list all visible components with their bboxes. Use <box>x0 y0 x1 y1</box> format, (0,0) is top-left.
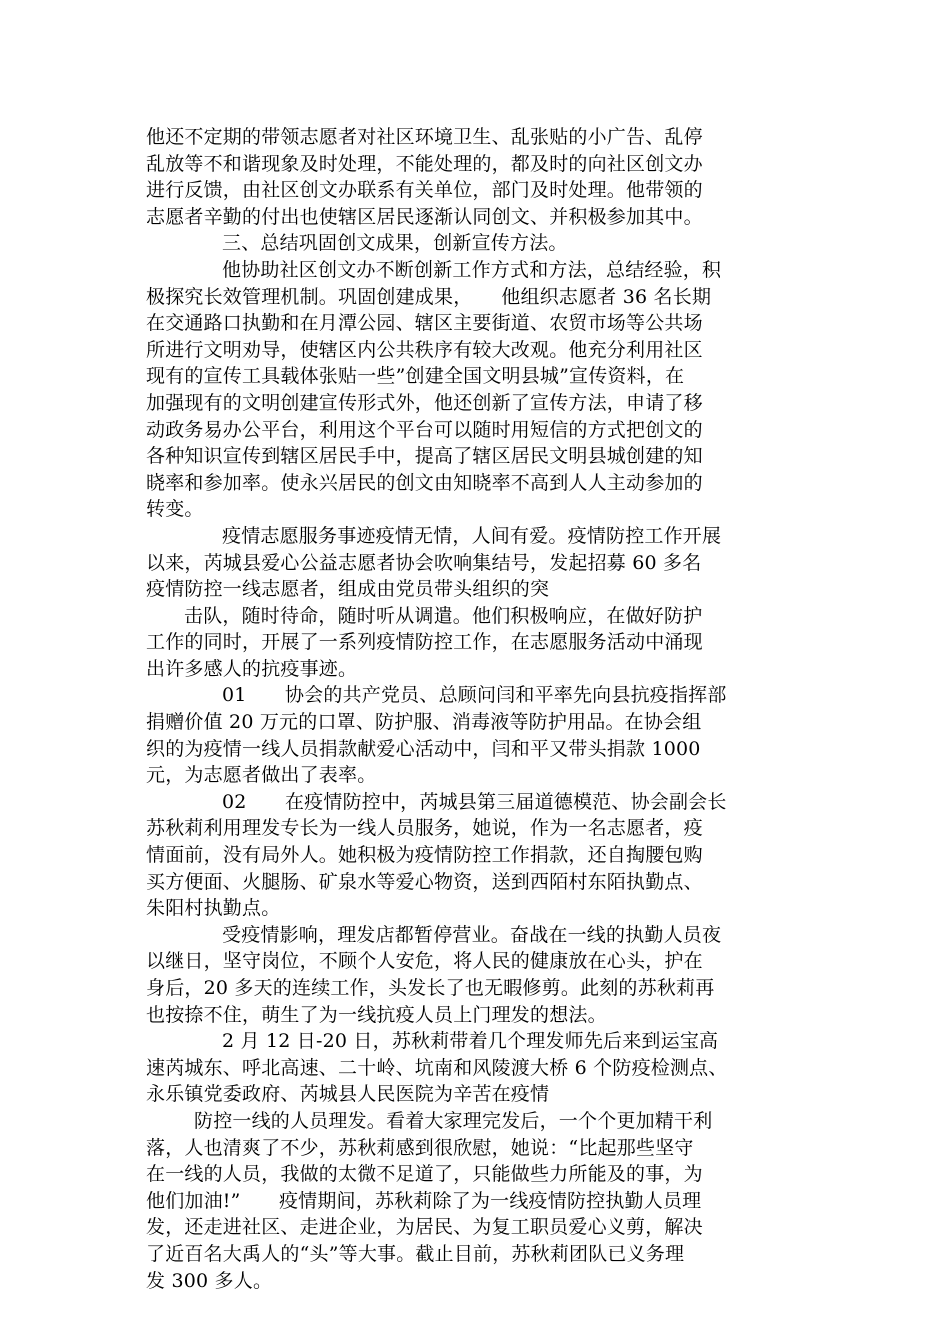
text-line: 乱放等不和谐现象及时处理，不能处理的，都及时的向社区创文办 <box>146 152 703 175</box>
text-line: 转变。 <box>146 498 204 521</box>
text-line: 出许多感人的抗疫事迹。 <box>146 657 358 680</box>
text-line: 2 月 12 日-20 日，苏秋莉带着几个理发师先后来到运宝高 <box>222 1030 719 1053</box>
text-line: 01 协会的共产党员、总顾问闫和平率先向县抗疫指挥部 <box>222 684 727 707</box>
text-line: 防控一线的人员理发。看着大家理完发后，一个个更加精干利 <box>194 1109 713 1132</box>
text-line: 各种知识宣传到辖区居民手中，提高了辖区居民文明县城创建的知 <box>146 445 703 468</box>
section-heading: 三、总结巩固创文成果，创新宣传方法。 <box>222 232 568 255</box>
text-line: 他还不定期的带领志愿者对社区环境卫生、乱张贴的小广告、乱停 <box>146 126 703 148</box>
text-line: 织的为疫情一线人员捐款献爱心活动中，闫和平又带头捐款 1000 <box>146 737 701 760</box>
text-line: 志愿者辛勤的付出也使辖区居民逐渐认同创文、并积极参加其中。 <box>146 205 703 228</box>
text-line: 他们加油!” 疫情期间，苏秋莉除了为一线疫情防控执勤人员理 <box>146 1189 702 1212</box>
text-line: 永乐镇党委政府、芮城县人民医院为辛苦在疫情 <box>146 1083 550 1106</box>
text-line: 买方便面、火腿肠、矿泉水等爱心物资，送到西陌村东陌执勤点、 <box>146 870 703 893</box>
text-line: 发，还走进社区、走进企业，为居民、为复工职员爱心义剪，解决 <box>146 1216 703 1239</box>
text-line: 击队，随时待命，随时听从调遣。他们积极响应，在做好防护 <box>184 604 703 627</box>
text-line: 速芮城东、呼北高速、二十岭、坑南和风陵渡大桥 6 个防疫检测点、 <box>146 1056 728 1079</box>
text-line: 加强现有的文明创建宣传形式外，他还创新了宣传方法，申请了移 <box>146 391 703 414</box>
text-line: 在一线的人员，我做的太微不足道了，只能做些力所能及的事，为 <box>146 1163 703 1186</box>
text-line: 落，人也清爽了不少，苏秋莉感到很欣慰，她说：“比起那些坚守 <box>146 1136 694 1159</box>
text-line: 受疫情影响，理发店都暂停营业。奋战在一线的执勤人员夜 <box>222 923 722 946</box>
text-line: 捐赠价值 20 万元的口罩、防护服、消毒液等防护用品。在协会组 <box>146 711 702 734</box>
text-line: 在交通路口执勤和在月潭公园、辖区主要街道、农贸市场等公共场 <box>146 312 703 335</box>
text-line: 工作的同时，开展了一系列疫情防控工作，在志愿服务活动中涌现 <box>146 631 703 654</box>
text-line: 也按捺不住，萌生了为一线抗疫人员上门理发的想法。 <box>146 1003 607 1026</box>
text-line: 元，为志愿者做出了表率。 <box>146 764 377 787</box>
text-line: 情面前，没有局外人。她积极为疫情防控工作捐款，还自掏腰包购 <box>146 844 703 867</box>
text-line: 进行反馈，由社区创文办联系有关单位，部门及时处理。他带领的 <box>146 179 703 202</box>
text-line: 他协助社区创文办不断创新工作方式和方法，总结经验，积 <box>222 258 722 281</box>
text-line: 发 300 多人。 <box>146 1269 273 1292</box>
text-line: 晓率和参加率。使永兴居民的创文由知晓率不高到人人主动参加的 <box>146 471 703 494</box>
text-line: 疫情志愿服务事迹疫情无情，人间有爱。疫情防控工作开展 <box>222 524 722 547</box>
text-line: 所进行文明劝导，使辖区内公共秩序有较大改观。他充分利用社区 <box>146 338 703 361</box>
text-line: 苏秋莉利用理发专长为一线人员服务，她说，作为一名志愿者，疫 <box>146 817 703 840</box>
text-line: 极探究长效管理机制。巩固创建成果， 他组织志愿者 36 名长期 <box>146 285 712 308</box>
text-line: 以继日，坚守岗位，不顾个人安危，将人民的健康放在心头，护在 <box>146 950 703 973</box>
text-line: 现有的宣传工具载体张贴一些”创建全国文明县城”宣传资料，在 <box>146 365 685 388</box>
text-line: 动政务易办公平台，利用这个平台可以随时用短信的方式把创文的 <box>146 418 703 441</box>
text-line: 身后，20 多天的连续工作，头发长了也无暇修剪。此刻的苏秋莉再 <box>146 977 715 999</box>
text-line: 02 在疫情防控中，芮城县第三届道德模范、协会副会长 <box>222 790 727 813</box>
text-line: 疫情防控一线志愿者，组成由党员带头组织的突 <box>146 578 550 601</box>
document-page <box>146 124 810 1294</box>
text-line: 以来，芮城县爱心公益志愿者协会吹响集结号，发起招募 60 多名 <box>146 551 702 574</box>
text-line: 朱阳村执勤点。 <box>146 897 281 920</box>
text-line: 了近百名大禹人的“头”等大事。截止目前，苏秋莉团队已义务理 <box>146 1242 685 1265</box>
